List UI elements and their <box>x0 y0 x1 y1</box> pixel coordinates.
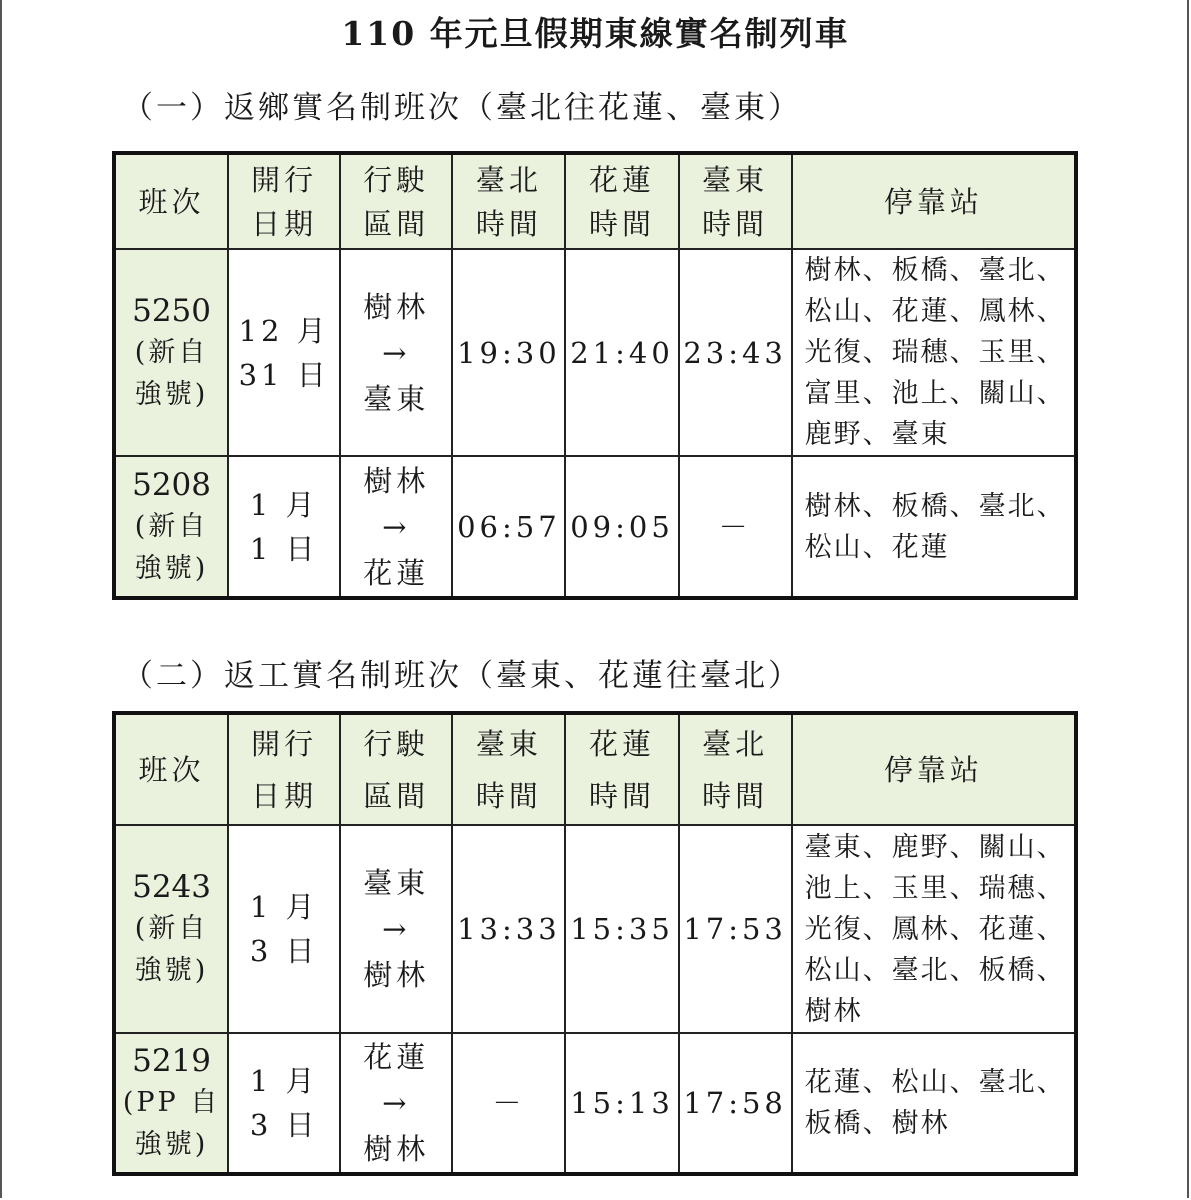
section-heading-workbound: （二）返工實名制班次（臺東、花蓮往臺北） <box>122 658 802 694</box>
table-row <box>114 249 1076 456</box>
train-cell: 5219 (PP 自 強號) <box>114 1033 228 1174</box>
header-time-3: 臺北 時間 <box>679 713 792 825</box>
segment-cell: 樹林 → 臺東 <box>340 249 452 456</box>
header-segment: 行駛 區間 <box>340 153 452 249</box>
date-cell: 1 月 1 日 <box>228 456 340 598</box>
time-cell-1: － <box>452 1033 565 1174</box>
segment-cell: 花蓮 → 樹林 <box>340 1033 452 1174</box>
date-cell: 12 月 31 日 <box>228 249 340 456</box>
time-cell-3: 23:43 <box>679 249 792 456</box>
header-stops: 停靠站 <box>792 153 1076 249</box>
time-cell-2: 15:13 <box>565 1033 678 1174</box>
table-header-row <box>114 153 1076 249</box>
segment-cell: 樹林 → 花蓮 <box>340 456 452 598</box>
homebound-train-table <box>112 151 1078 600</box>
header-date: 開行 日期 <box>228 153 340 249</box>
time-cell-1: 06:57 <box>452 456 565 598</box>
train-number: 5250 <box>132 292 211 329</box>
time-cell-1: 13:33 <box>452 825 565 1033</box>
train-number: 5243 <box>132 869 211 905</box>
train-number: 5208 <box>132 466 211 503</box>
time-cell-3: － <box>679 456 792 598</box>
header-time-2: 花蓮 時間 <box>565 153 678 249</box>
stops-cell: 臺東、鹿野、關山、 池上、玉里、瑞穗、 光復、鳳林、花蓮、 松山、臺北、板橋、 樹林 <box>792 825 1076 1033</box>
stops-cell: 樹林、板橋、臺北、 松山、花蓮 <box>792 456 1076 598</box>
header-segment: 行駛 區間 <box>340 713 452 825</box>
header-date: 開行 日期 <box>228 713 340 825</box>
table-header-row <box>114 713 1076 825</box>
header-train: 班次 <box>114 713 228 825</box>
header-train: 班次 <box>114 153 228 249</box>
train-number: 5219 <box>132 1043 211 1079</box>
header-time-1: 臺東 時間 <box>452 713 565 825</box>
time-cell-2: 15:35 <box>565 825 678 1033</box>
date-cell: 1 月 3 日 <box>228 1033 340 1174</box>
date-cell: 1 月 3 日 <box>228 825 340 1033</box>
table-row <box>114 1033 1076 1174</box>
section-heading-homebound: （一）返鄉實名制班次（臺北往花蓮、臺東） <box>122 90 802 126</box>
train-cell: 5208 (新自 強號) <box>114 456 228 598</box>
header-time-2: 花蓮 時間 <box>565 713 678 825</box>
time-cell-3: 17:53 <box>679 825 792 1033</box>
header-time-1: 臺北 時間 <box>452 153 565 249</box>
header-stops: 停靠站 <box>792 713 1076 825</box>
workbound-train-table <box>112 711 1078 1176</box>
document-title: 110 年元旦假期東線實名制列車 <box>341 14 850 53</box>
train-cell: 5250 (新自 強號) <box>114 249 228 456</box>
stops-cell: 花蓮、松山、臺北、 板橋、樹林 <box>792 1033 1076 1174</box>
table-row <box>114 456 1076 598</box>
train-cell: 5243 (新自 強號) <box>114 825 228 1033</box>
time-cell-1: 19:30 <box>452 249 565 456</box>
stops-cell: 樹林、板橋、臺北、 松山、花蓮、鳳林、 光復、瑞穗、玉里、 富里、池上、關山、 鹿野、臺東 <box>792 249 1076 456</box>
time-cell-3: 17:58 <box>679 1033 792 1174</box>
time-cell-2: 09:05 <box>565 456 678 598</box>
time-cell-2: 21:40 <box>565 249 678 456</box>
header-time-3: 臺東 時間 <box>679 153 792 249</box>
table-row <box>114 825 1076 1033</box>
segment-cell: 臺東 → 樹林 <box>340 825 452 1033</box>
